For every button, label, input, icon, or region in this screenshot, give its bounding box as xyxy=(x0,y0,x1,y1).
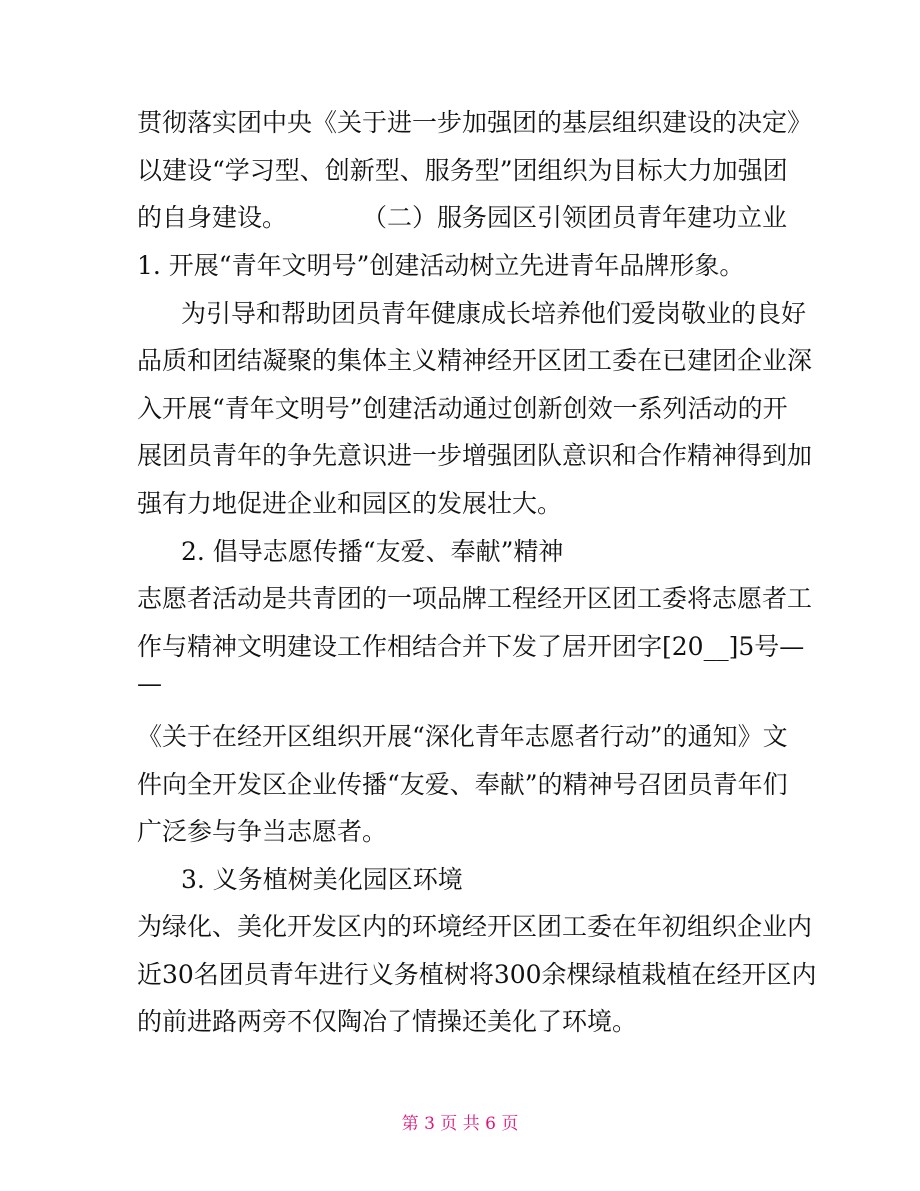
text-line-15: 件向全开发区企业传播“友爱、奉献”的精神号召团员青年们 xyxy=(137,770,788,799)
text-line-10: 2. 倡导志愿传播“友爱、奉献”精神 xyxy=(181,537,564,566)
text-line-8: 展团员青年的争先意识进一步增强团队意识和合作精神得到加 xyxy=(137,441,813,470)
text-line-17: 3. 义务植树美化园区环境 xyxy=(181,865,463,894)
text-line-19: 近30名团员青年进行义务植树将300余棵绿植栽植在经开区内 xyxy=(137,960,817,989)
text-line-14: 《关于在经开区组织开展“深化青年志愿者行动”的通知》文 xyxy=(137,722,788,751)
page-number-footer: 第 3 页 共 6 页 xyxy=(401,1114,519,1134)
text-line-11: 志愿者活动是共青团的一项品牌工程经开区团工委将志愿者工 xyxy=(137,584,813,613)
text-line-3: 的自身建设。 （二）服务园区引领团员青年建功立业 xyxy=(137,203,788,232)
text-line-18: 为绿化、美化开发区内的环境经开区团工委在年初组织企业内 xyxy=(137,912,813,941)
text-line-2: 以建设“学习型、创新型、服务型”团组织为目标大力加强团 xyxy=(137,156,788,185)
text-line-1: 贯彻落实团中央《关于进一步加强团的基层组织建设的决定》 xyxy=(137,108,813,137)
text-line-13: — xyxy=(137,669,162,698)
text-line-7: 入开展“青年文明号”创建活动通过创新创效一系列活动的开 xyxy=(137,394,788,423)
text-line-6: 品质和团结凝聚的集体主义精神经开区团工委在已建团企业深 xyxy=(137,346,813,375)
text-line-4: 1. 开展“青年文明号”创建活动树立先进青年品牌形象。 xyxy=(137,251,745,280)
text-line-20: 的前进路两旁不仅陶冶了情操还美化了环境。 xyxy=(137,1007,638,1036)
text-line-9: 强有力地促进企业和园区的发展壮大。 xyxy=(137,489,563,518)
text-line-12: 作与精神文明建设工作相结合并下发了居开团字[20__]5号— xyxy=(137,632,805,661)
text-line-5: 为引导和帮助团员青年健康成长培养他们爱岗敬业的良好 xyxy=(181,299,807,328)
text-line-16: 广泛参与争当志愿者。 xyxy=(137,817,388,846)
